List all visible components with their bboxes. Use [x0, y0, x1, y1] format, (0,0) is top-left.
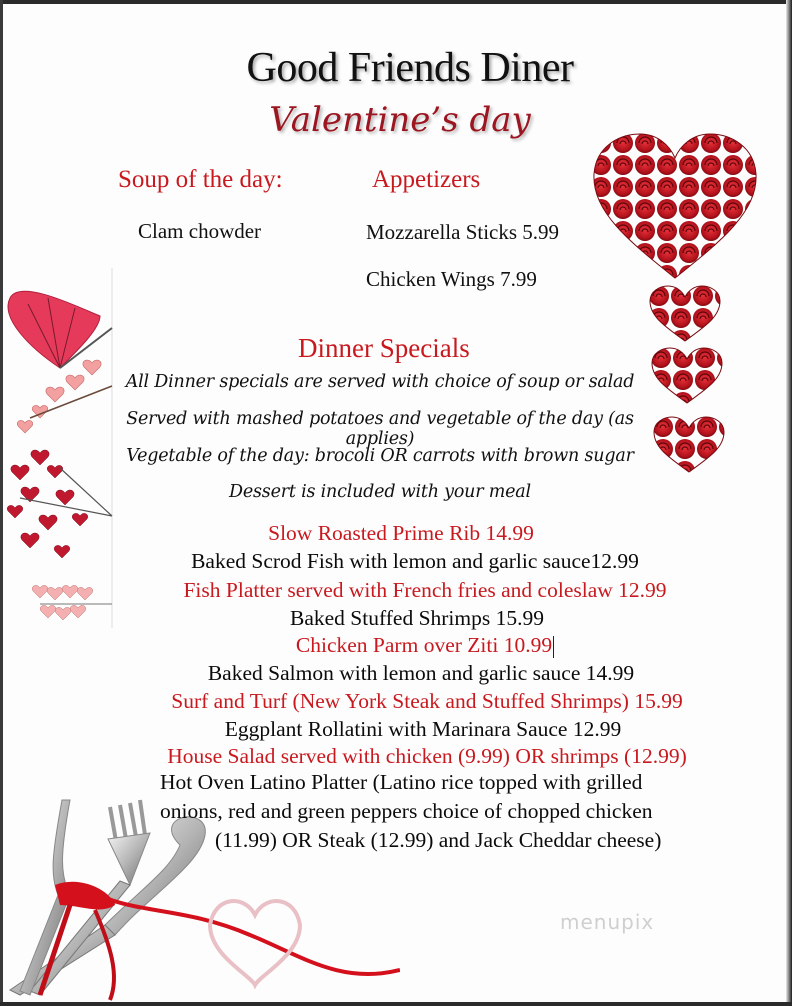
page-title: Good Friends Diner — [246, 45, 574, 91]
dish-item-text: Chicken Parm over Ziti 10.99 — [295, 633, 553, 657]
appetizers-heading: Appetizers — [372, 166, 481, 193]
dish-item: House Salad served with chicken (9.99) OR shrimps (12.99) — [167, 744, 687, 768]
frame-bottom-edge — [0, 1002, 792, 1006]
dish-item: Eggplant Rollatini with Marinara Sauce 12.99 — [224, 717, 622, 741]
specials-note: All Dinner specials are served with choice of soup or salad — [125, 372, 635, 392]
specials-heading: Dinner Specials — [298, 333, 470, 363]
frame-right-edge — [786, 0, 792, 1006]
appetizer-item: Chicken Wings 7.99 — [366, 267, 537, 291]
page-subtitle: Valentine’s day — [269, 100, 531, 140]
rose-heart-small-icon — [650, 347, 724, 405]
soup-heading: Soup of the day: — [118, 166, 283, 193]
specials-note: Dessert is included with your meal — [229, 482, 531, 502]
latino-line: Hot Oven Latino Platter (Latino rice topped with grilled — [160, 770, 643, 794]
rose-heart-small-icon — [648, 285, 722, 343]
soup-item: Clam chowder — [138, 219, 262, 243]
latino-platter-description — [160, 768, 770, 855]
dish-item: Slow Roasted Prime Rib 14.99 — [268, 521, 534, 545]
text-cursor — [553, 636, 554, 658]
frame-top-edge — [0, 0, 792, 4]
watermark-text: menupix — [560, 910, 655, 934]
specials-note: Vegetable of the day: brocoli OR carrots with brown sugar — [126, 446, 634, 466]
latino-line: onions, red and green peppers choice of chopped chicken — [160, 799, 653, 823]
dish-item — [80, 631, 770, 659]
dish-item: Surf and Turf (New York Steak and Stuffed Shrimps) 15.99 — [171, 689, 683, 713]
appetizer-item: Mozzarella Sticks 5.99 — [366, 220, 560, 244]
dish-item: Baked Salmon with lemon and garlic sauce 14.99 — [207, 661, 635, 685]
dish-item: Fish Platter served with French fries and coleslaw 12.99 — [183, 578, 667, 602]
dish-item: Baked Stuffed Shrimps 15.99 — [289, 606, 544, 630]
specials-note: Served with mashed potatoes and vegetable of the day (as applies) — [126, 409, 634, 449]
latino-line: (11.99) OR Steak (12.99) and Jack Cheddar cheese) — [215, 828, 662, 852]
rose-heart-large-icon — [590, 132, 760, 280]
dish-item: Baked Scrod Fish with lemon and garlic sauce12.99 — [191, 549, 639, 573]
rose-heart-small-icon — [652, 416, 726, 474]
